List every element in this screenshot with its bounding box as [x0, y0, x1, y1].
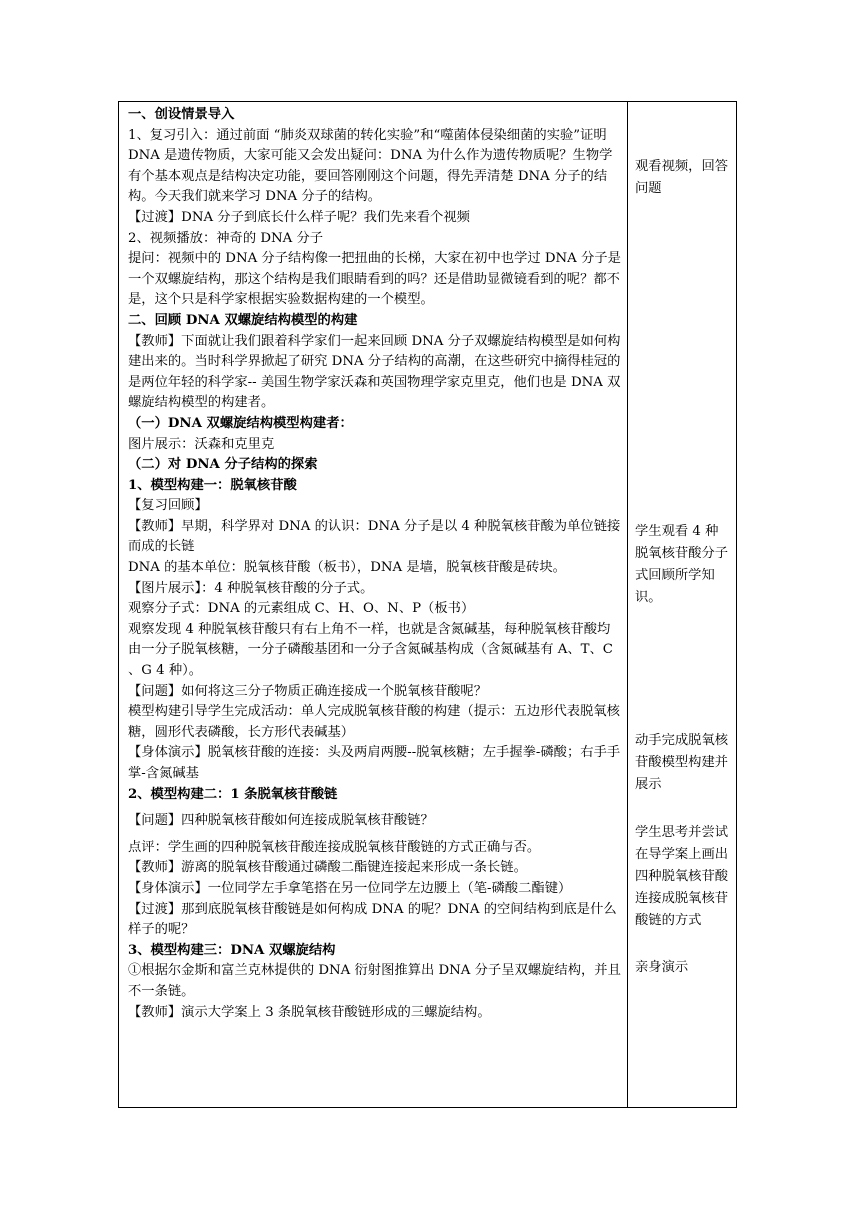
body-text: 【复习回顾】	[128, 498, 208, 514]
body-text: 提问：视频中的 DNA 分子结构像一把扭曲的长梯，大家在初中也学过 DNA 分子是一个双螺旋结构，那这个结构是我们眼睛看到的吗？还是借助显微镜看到的呢？都不是，这个只是科学家根据实验数据构建的一个模型。	[128, 251, 621, 308]
body-text: 1、复习引入：通过前面 “肺炎双球菌的转化实验”和“噬菌体侵染细菌的实验”证明 DNA 是遗传物质，大家可能又会发出疑问：DNA 为什么作为遗传物质呢？生物学有个基本观点是结构决定功能，要回答刚刚这个问题，得先弄清楚 DNA 分子的结构。今天我们就来学习 DNA 分子的结构。	[128, 127, 613, 205]
student-activity-text: 学生思考并尝试在导学案上画出四种脱氧核苷酸连接成脱氧核苷酸链的方式	[635, 825, 729, 928]
student-activity-1	[635, 156, 731, 200]
section-heading: 1、模型构建一：脱氧核苷酸	[128, 477, 297, 493]
body-text: ①根据尔金斯和富兰克林提供的 DNA 衍射图推算出 DNA 分子呈双螺旋结构，并且不一条链。	[128, 963, 621, 999]
student-activity-3	[635, 730, 731, 796]
body-text: 【问题】四种脱氧核苷酸如何连接成脱氧核苷酸链？	[128, 813, 434, 829]
body-text: 【身体演示】一位同学左手拿笔搭在另一位同学左边腰上（笔-磷酸二酯键）	[128, 880, 572, 896]
body-text: 【问题】如何将这三分子物质正确连接成一个脱氧核苷酸呢？	[128, 683, 488, 699]
student-activity-text: 学生观看 4 种脱氧核苷酸分子式回顾所学知识。	[635, 524, 729, 605]
body-text: 2、视频播放：神奇的 DNA 分子	[128, 230, 324, 246]
student-activity-text: 动手完成脱氧核苷酸模型构建并展示	[635, 733, 729, 792]
student-activity-text: 亲身演示	[635, 960, 689, 975]
column-divider	[627, 102, 628, 1107]
body-text: 点评：学生画的四种脱氧核苷酸连接成脱氧核苷酸链的方式正确与否。	[128, 839, 541, 855]
body-text: 图片展示：沃森和克里克	[128, 436, 275, 452]
body-text: 【教师】演示大学案上 3 条脱氧核苷酸链形成的三螺旋结构。	[128, 1004, 491, 1020]
student-activity-text: 观看视频，回答问题	[635, 159, 729, 196]
body-text: 【教师】游离的脱氧核苷酸通过磷酸二酯键连接起来形成一条长链。	[128, 860, 527, 876]
section-heading: （二）对 DNA 分子结构的探索	[128, 457, 318, 473]
student-activity-4	[635, 822, 731, 932]
section-heading: 二、回顾 DNA 双螺旋结构模型的构建	[128, 312, 358, 328]
body-text: 观察发现 4 种脱氧核苷酸只有右上角不一样，也就是含氮碱基，每种脱氧核苷酸均由一分子脱氧核糖，一分子磷酸基团和一分子含氮碱基构成（含氮碱基有 A、T、C 、G 4 种）。	[128, 621, 613, 679]
body-text: 模型构建引导学生完成活动：单人完成脱氧核苷酸的构建（提示：五边形代表脱氧核糖，圆形代表磷酸，长方形代表碱基）	[128, 704, 620, 740]
section-heading: 3、模型构建三：DNA 双螺旋结构	[128, 942, 336, 958]
body-text: 【过渡】那到底脱氧核苷酸链是如何构成 DNA 的呢？DNA 的空间结构到底是什么样子的呢？	[128, 901, 617, 938]
student-activity-5	[635, 957, 731, 979]
section-heading: （一）DNA 双螺旋结构模型构建者：	[128, 415, 353, 431]
section-heading: 一、创设情景导入	[128, 107, 235, 122]
teaching-process-column	[128, 105, 621, 1023]
body-text: 【教师】下面就让我们跟着科学家们一起来回顾 DNA 分子双螺旋结构模型是如何构建出来的。当时科学界掀起了研究 DNA 分子结构的高潮，在这些研究中摘得桂冠的是两位年轻的科学家-- 美国生物学家沃森和英国物理学家克里克，他们也是 DNA 双螺旋结构模型的构建者。	[128, 333, 621, 411]
lesson-table	[118, 101, 737, 1108]
body-text: 【图片展示】：4 种脱氧核苷酸的分子式。	[128, 580, 374, 596]
section-heading: 2、模型构建二：1 条脱氧核苷酸链	[128, 786, 338, 802]
body-text: 【过渡】DNA 分子到底长什么样子呢？我们先来看个视频	[128, 209, 470, 225]
student-activity-2	[635, 521, 731, 609]
body-text: 观察分子式：DNA 的元素组成 C、H、O、N、P（板书）	[128, 601, 475, 617]
body-text: 【身体演示】脱氧核苷酸的连接：头及两肩两腰--脱氧核糖；左手握拳-磷酸；右手手掌-含氮碱基	[128, 745, 621, 781]
body-text: 【教师】早期，科学界对 DNA 的认识：DNA 分子是以 4 种脱氧核苷酸为单位链接而成的长链	[128, 518, 621, 555]
body-text: DNA 的基本单位：脱氧核苷酸（板书），DNA 是墙，脱氧核苷酸是砖块。	[128, 560, 566, 576]
